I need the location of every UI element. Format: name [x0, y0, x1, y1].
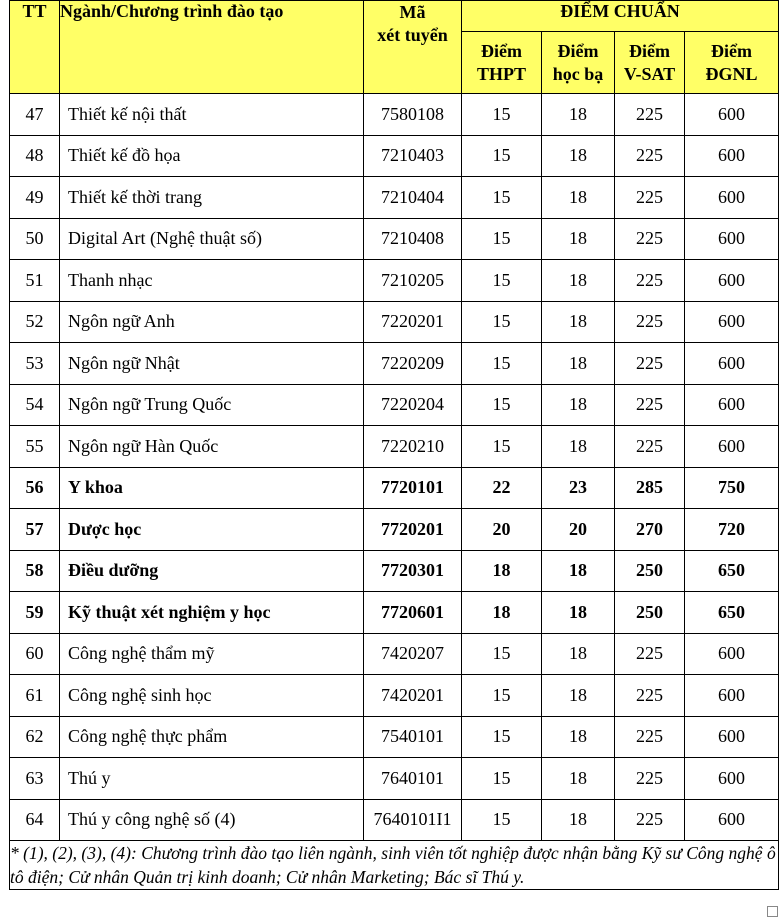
row-tt: 62 [10, 716, 60, 758]
row-score-thpt: 15 [462, 260, 542, 302]
row-score-hocba: 18 [542, 260, 615, 302]
row-score-vsat: 225 [615, 633, 685, 675]
table-row [10, 426, 779, 468]
header-code-line1: Mã [399, 2, 426, 22]
row-score-hocba: 18 [542, 218, 615, 260]
row-score-thpt: 15 [462, 135, 542, 177]
header-code [364, 1, 462, 94]
row-admission-code: 7210404 [364, 177, 462, 219]
row-tt: 48 [10, 135, 60, 177]
row-admission-code: 7640101 [364, 758, 462, 800]
row-score-dgnl: 600 [685, 799, 779, 841]
row-admission-code: 7720201 [364, 509, 462, 551]
row-score-hocba: 20 [542, 509, 615, 551]
header-score-dgnl [685, 32, 779, 94]
row-score-vsat: 225 [615, 301, 685, 343]
row-program-name: Y khoa [60, 467, 364, 509]
header-vsat-line2: V-SAT [623, 63, 676, 84]
header-score-vsat [615, 32, 685, 94]
header-hocba-line2: học bạ [552, 63, 604, 84]
table-row [10, 343, 779, 385]
row-score-dgnl: 600 [685, 260, 779, 302]
table-body [10, 94, 779, 841]
admission-score-table [9, 0, 779, 890]
table-header [10, 1, 779, 94]
row-score-hocba: 18 [542, 135, 615, 177]
table-row [10, 218, 779, 260]
table-row [10, 135, 779, 177]
row-tt: 47 [10, 94, 60, 136]
row-score-thpt: 15 [462, 426, 542, 468]
table-row [10, 758, 779, 800]
header-tt: TT [10, 1, 60, 94]
row-score-hocba: 18 [542, 758, 615, 800]
row-tt: 56 [10, 467, 60, 509]
row-admission-code: 7720101 [364, 467, 462, 509]
row-score-thpt: 15 [462, 177, 542, 219]
row-score-thpt: 15 [462, 384, 542, 426]
header-vsat-line1: Điểm [629, 40, 670, 61]
row-score-vsat: 225 [615, 218, 685, 260]
table-row [10, 799, 779, 841]
table-row [10, 550, 779, 592]
row-tt: 50 [10, 218, 60, 260]
row-score-dgnl: 600 [685, 758, 779, 800]
row-admission-code: 7220201 [364, 301, 462, 343]
header-dgnl-line2: ĐGNL [705, 63, 758, 84]
row-admission-code: 7210205 [364, 260, 462, 302]
header-hocba-line1: Điểm [557, 40, 599, 61]
header-thpt-line2: THPT [476, 63, 526, 84]
row-score-thpt: 15 [462, 799, 542, 841]
row-program-name: Thanh nhạc [60, 260, 364, 302]
footnote-row [10, 841, 779, 890]
row-score-vsat: 250 [615, 592, 685, 634]
row-score-vsat: 250 [615, 550, 685, 592]
row-tt: 63 [10, 758, 60, 800]
row-program-name: Công nghệ thực phẩm [60, 716, 364, 758]
row-program-name: Thiết kế nội thất [60, 94, 364, 136]
row-program-name: Công nghệ sinh học [60, 675, 364, 717]
row-score-thpt: 15 [462, 716, 542, 758]
row-score-dgnl: 750 [685, 467, 779, 509]
row-tt: 57 [10, 509, 60, 551]
row-admission-code: 7640101I1 [364, 799, 462, 841]
row-score-dgnl: 600 [685, 177, 779, 219]
row-score-vsat: 225 [615, 343, 685, 385]
row-tt: 53 [10, 343, 60, 385]
row-tt: 51 [10, 260, 60, 302]
row-tt: 54 [10, 384, 60, 426]
row-score-dgnl: 600 [685, 675, 779, 717]
row-score-thpt: 15 [462, 675, 542, 717]
row-admission-code: 7720301 [364, 550, 462, 592]
row-program-name: Kỹ thuật xét nghiệm y học [60, 592, 364, 634]
header-score-hocba [542, 32, 615, 94]
row-program-name: Digital Art (Nghệ thuật số) [60, 218, 364, 260]
row-score-thpt: 15 [462, 633, 542, 675]
row-score-vsat: 225 [615, 260, 685, 302]
row-tt: 55 [10, 426, 60, 468]
row-score-dgnl: 600 [685, 426, 779, 468]
header-score-thpt [462, 32, 542, 94]
row-score-thpt: 22 [462, 467, 542, 509]
row-score-dgnl: 650 [685, 592, 779, 634]
row-program-name: Thiết kế thời trang [60, 177, 364, 219]
row-score-vsat: 225 [615, 384, 685, 426]
row-score-dgnl: 650 [685, 550, 779, 592]
row-score-hocba: 18 [542, 550, 615, 592]
row-admission-code: 7580108 [364, 94, 462, 136]
row-score-hocba: 18 [542, 633, 615, 675]
row-score-vsat: 225 [615, 675, 685, 717]
row-admission-code: 7220204 [364, 384, 462, 426]
table-row [10, 301, 779, 343]
row-score-vsat: 225 [615, 758, 685, 800]
row-score-hocba: 23 [542, 467, 615, 509]
row-score-vsat: 225 [615, 799, 685, 841]
row-score-hocba: 18 [542, 592, 615, 634]
header-program: Ngành/Chương trình đào tạo [60, 1, 364, 94]
row-score-vsat: 225 [615, 426, 685, 468]
table-row [10, 592, 779, 634]
row-score-thpt: 15 [462, 218, 542, 260]
row-score-thpt: 18 [462, 592, 542, 634]
row-tt: 60 [10, 633, 60, 675]
row-program-name: Điều dưỡng [60, 550, 364, 592]
row-score-thpt: 15 [462, 301, 542, 343]
header-dgnl-line1: Điểm [711, 40, 752, 61]
row-tt: 52 [10, 301, 60, 343]
row-admission-code: 7420201 [364, 675, 462, 717]
row-score-thpt: 20 [462, 509, 542, 551]
row-program-name: Ngôn ngữ Hàn Quốc [60, 426, 364, 468]
row-score-thpt: 15 [462, 758, 542, 800]
row-tt: 58 [10, 550, 60, 592]
row-score-vsat: 225 [615, 135, 685, 177]
row-score-thpt: 15 [462, 94, 542, 136]
row-score-hocba: 18 [542, 177, 615, 219]
table-row [10, 384, 779, 426]
row-program-name: Thiết kế đồ họa [60, 135, 364, 177]
row-score-dgnl: 600 [685, 135, 779, 177]
resize-handle-icon [767, 906, 778, 917]
table-row [10, 94, 779, 136]
row-tt: 59 [10, 592, 60, 634]
row-score-thpt: 18 [462, 550, 542, 592]
table-row [10, 509, 779, 551]
header-score-group: ĐIỂM CHUẨN [462, 1, 779, 32]
row-score-dgnl: 600 [685, 716, 779, 758]
row-score-hocba: 18 [542, 426, 615, 468]
row-score-vsat: 225 [615, 177, 685, 219]
row-score-dgnl: 600 [685, 94, 779, 136]
row-score-thpt: 15 [462, 343, 542, 385]
row-program-name: Ngôn ngữ Anh [60, 301, 364, 343]
table-row [10, 177, 779, 219]
row-score-vsat: 225 [615, 716, 685, 758]
row-program-name: Ngôn ngữ Trung Quốc [60, 384, 364, 426]
table-row [10, 633, 779, 675]
row-tt: 61 [10, 675, 60, 717]
row-program-name: Dược học [60, 509, 364, 551]
row-admission-code: 7720601 [364, 592, 462, 634]
row-admission-code: 7420207 [364, 633, 462, 675]
table-row [10, 716, 779, 758]
row-score-dgnl: 600 [685, 218, 779, 260]
row-score-dgnl: 600 [685, 384, 779, 426]
row-score-dgnl: 720 [685, 509, 779, 551]
row-admission-code: 7220209 [364, 343, 462, 385]
row-program-name: Công nghệ thẩm mỹ [60, 633, 364, 675]
row-score-hocba: 18 [542, 343, 615, 385]
table-row [10, 260, 779, 302]
row-score-hocba: 18 [542, 384, 615, 426]
table-row [10, 467, 779, 509]
header-code-line2: xét tuyển [377, 25, 448, 45]
header-thpt-line1: Điểm [481, 40, 522, 61]
row-program-name: Thú y công nghệ số (4) [60, 799, 364, 841]
row-score-hocba: 18 [542, 94, 615, 136]
row-score-dgnl: 600 [685, 301, 779, 343]
row-program-name: Ngôn ngữ Nhật [60, 343, 364, 385]
row-admission-code: 7210408 [364, 218, 462, 260]
row-score-dgnl: 600 [685, 633, 779, 675]
row-admission-code: 7540101 [364, 716, 462, 758]
row-score-hocba: 18 [542, 799, 615, 841]
footnote: * (1), (2), (3), (4): Chương trình đào tạo liên ngành, sinh viên tốt nghiệp được nhận bằng Kỹ sư Công nghệ ô tô điện; Cử nhân Quản trị kinh doanh; Cử nhân Marketing; Bác sĩ Thú y. [10, 841, 779, 890]
row-score-dgnl: 600 [685, 343, 779, 385]
row-score-hocba: 18 [542, 716, 615, 758]
row-score-hocba: 18 [542, 675, 615, 717]
row-tt: 49 [10, 177, 60, 219]
row-admission-code: 7210403 [364, 135, 462, 177]
row-admission-code: 7220210 [364, 426, 462, 468]
row-program-name: Thú y [60, 758, 364, 800]
row-score-vsat: 285 [615, 467, 685, 509]
row-score-hocba: 18 [542, 301, 615, 343]
table-row [10, 675, 779, 717]
row-score-vsat: 225 [615, 94, 685, 136]
row-tt: 64 [10, 799, 60, 841]
row-score-vsat: 270 [615, 509, 685, 551]
